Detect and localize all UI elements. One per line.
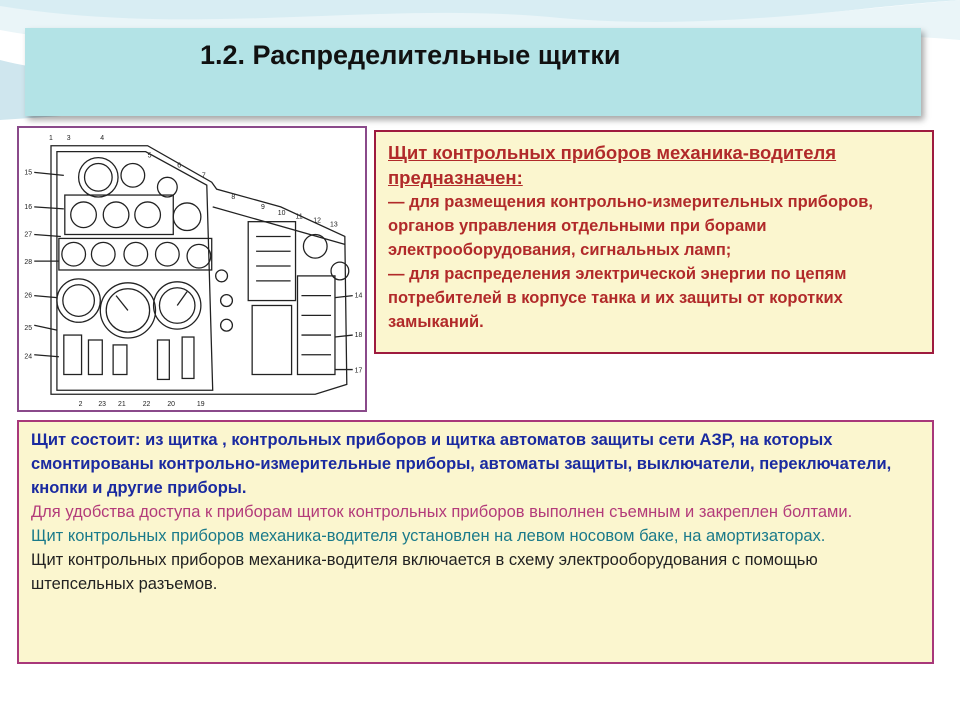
svg-text:2: 2 bbox=[78, 401, 83, 409]
svg-text:24: 24 bbox=[24, 353, 33, 361]
instrument-panel-drawing bbox=[19, 128, 365, 410]
purpose-heading: Щит контрольных приборов механика-водителя предназначен: bbox=[388, 142, 837, 188]
slide-title: 1.2. Распределительные щитки bbox=[200, 40, 621, 70]
svg-text:6: 6 bbox=[177, 162, 182, 170]
description-composition: Щит состоит: из щитка , контрольных приборов и щитка автоматов защиты сети АЗР, на которых смонтированы контрольно-измерительные приборы, автоматы защиты, выключатели, переключатели, кнопки и другие приборы. bbox=[31, 431, 892, 497]
svg-text:3: 3 bbox=[66, 134, 71, 142]
svg-text:27: 27 bbox=[24, 231, 33, 239]
svg-text:13: 13 bbox=[330, 221, 338, 229]
panel-diagram-frame bbox=[17, 126, 367, 412]
svg-text:5: 5 bbox=[147, 152, 152, 160]
svg-text:15: 15 bbox=[24, 169, 33, 177]
svg-text:8: 8 bbox=[231, 193, 236, 201]
purpose-item: — для распределения электрической энергии по цепям потребителей в корпусе танка и их защиты от коротких замыканий. bbox=[388, 265, 847, 331]
svg-text:4: 4 bbox=[100, 134, 105, 142]
svg-text:7: 7 bbox=[201, 172, 206, 180]
description-access: Для удобства доступа к приборам щиток контрольных приборов выполнен съемным и закреплен болтами. bbox=[31, 503, 853, 521]
svg-text:9: 9 bbox=[261, 203, 265, 211]
svg-text:11: 11 bbox=[295, 213, 303, 221]
description-connection: Щит контрольных приборов механика-водителя включается в схему электрооборудования с помощью штепсельных разъемов. bbox=[31, 551, 818, 593]
svg-text:17: 17 bbox=[354, 367, 363, 375]
svg-text:26: 26 bbox=[24, 292, 33, 300]
description-mounting: Щит контрольных приборов механика-водителя установлен на левом носовом баке, на амортизаторах. bbox=[31, 527, 826, 545]
svg-text:19: 19 bbox=[196, 401, 205, 409]
description-box bbox=[17, 420, 934, 664]
svg-text:21: 21 bbox=[118, 401, 126, 409]
svg-text:1: 1 bbox=[49, 134, 53, 142]
svg-text:16: 16 bbox=[24, 203, 33, 211]
svg-text:10: 10 bbox=[277, 209, 286, 217]
purpose-item: — для размещения контрольно-измерительных приборов, органов управления отдельными при борами электрооборудования, сигнальных ламп; bbox=[388, 193, 873, 259]
svg-text:28: 28 bbox=[24, 259, 33, 267]
svg-text:23: 23 bbox=[98, 401, 107, 409]
svg-text:22: 22 bbox=[142, 401, 151, 409]
svg-text:12: 12 bbox=[313, 217, 321, 225]
svg-text:18: 18 bbox=[354, 332, 363, 340]
purpose-box bbox=[374, 130, 934, 354]
svg-text:14: 14 bbox=[354, 292, 363, 300]
svg-text:20: 20 bbox=[167, 401, 176, 409]
svg-text:25: 25 bbox=[24, 325, 33, 333]
